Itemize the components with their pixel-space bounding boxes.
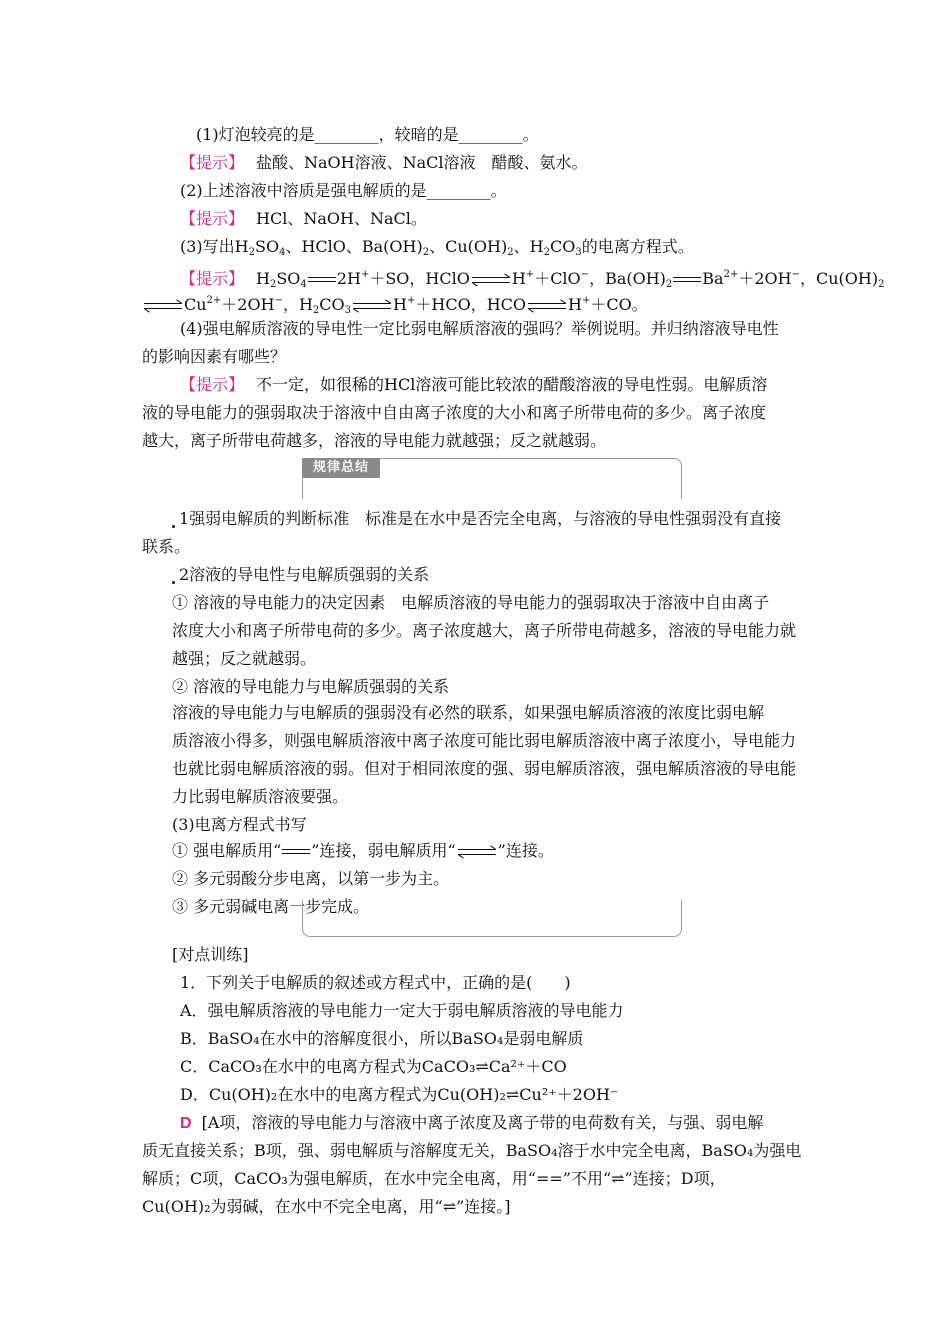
summary-1-line-1 bbox=[172, 508, 781, 530]
hint-2 bbox=[180, 208, 427, 230]
reversible-arrow-icon bbox=[526, 300, 568, 312]
q3-text: 、HClO、Ba(OH) bbox=[285, 237, 423, 256]
answer-line-4: Cu(OH)₂为弱碱，在水中不完全电离，用“⇌”连接。] bbox=[142, 1197, 511, 1216]
summary-badge: 规律总结 bbox=[302, 458, 380, 478]
option-d: D．Cu(OH)₂在水中的电离方程式为Cu(OH)₂⇌Cu²⁺＋2OH⁻ bbox=[180, 1085, 619, 1104]
summary-1-line-2: 联系。 bbox=[142, 537, 191, 556]
hint-label: 【提示】 bbox=[180, 375, 245, 394]
summary-3-3: ③ 多元弱碱电离一步完成。 bbox=[172, 897, 370, 916]
summary-2-title-text: 2溶液的导电性与电解质强弱的关系 bbox=[179, 565, 430, 584]
reversible-arrow-icon bbox=[470, 274, 512, 286]
answer-line-2: 质无直接关系；B项，强、弱电解质与溶解度无关，BaSO₄溶于水中完全电离，BaSO₄为强电 bbox=[142, 1141, 802, 1160]
hint-3-line-2: $Cu^{2+}+2OH^-$，$H_2CO_3$ H+＋HCO，HCO H+＋CO。 bbox=[142, 290, 648, 322]
question-4-line-1: (4)强电解质溶液的导电性一定比弱电解质溶液的强吗？举例说明。并归纳溶液导电性 bbox=[180, 319, 779, 338]
practice-title: [对点训练] bbox=[172, 945, 249, 964]
hint-1-text: 盐酸、NaOH溶液、NaCl溶液 醋酸、氨水。 bbox=[256, 153, 588, 172]
reversible-arrow-icon bbox=[351, 300, 393, 312]
summary-box-bottom bbox=[302, 900, 682, 937]
summary-2-2-title: ② 溶液的导电能力与电解质强弱的关系 bbox=[172, 677, 450, 696]
option-a: A．强电解质溶液的导电能力一定大于弱电解质溶液的导电能力 bbox=[180, 1001, 624, 1020]
answer-line-3: 解质；C项，CaCO₃为强电解质，在水中完全电离，用“==”不用“⇌”连接；D项， bbox=[142, 1169, 726, 1188]
question-3: (3)写出$H_2SO_4$、HClO、$Ba(OH)_2$、$Cu(OH)_2$、$H_2CO_3$的电离方程式。 bbox=[180, 237, 694, 258]
hint-label: 【提示】 bbox=[180, 269, 245, 288]
summary-2-2-line-1: 溶液的导电能力与电解质的强弱没有必然的联系，如果强电解质溶液的浓度比弱电解 bbox=[172, 703, 765, 722]
hint-label: 【提示】 bbox=[180, 209, 245, 228]
summary-3-1-text: ”连接，弱电解质用“ bbox=[311, 841, 456, 860]
equals-sign bbox=[281, 847, 311, 857]
q3-text: 、Cu(OH) bbox=[429, 237, 508, 256]
q3-text: SO bbox=[255, 237, 280, 256]
summary-2-2-line-4: 力比弱电解质溶液要强。 bbox=[172, 787, 349, 806]
q3-text: (3)写出H bbox=[180, 237, 249, 256]
hint-3-line-1: 【提示】 $H_2SO_4$ 2H+＋SO，HClO H+＋ClO−，$Ba(OH)_2$ $Ba^{2+}+2OH^-$，$Cu(OH)_2$ bbox=[180, 269, 885, 290]
q3-text: 、H bbox=[513, 237, 544, 256]
option-c: C．CaCO₃在水中的电离方程式为CaCO₃⇌Ca²⁺＋CO bbox=[180, 1057, 567, 1076]
hint-4-text: 不一定，如很稀的HCl溶液可能比较浓的醋酸溶液的导电性弱。电解质溶 bbox=[256, 375, 768, 394]
hint-4-line-3: 越大，离子所带电荷越多，溶液的导电能力就越强；反之就越弱。 bbox=[142, 431, 607, 450]
hint-label: 【提示】 bbox=[180, 153, 245, 172]
reversible-arrow-icon bbox=[456, 846, 498, 858]
summary-1-text: 1强弱电解质的判断标准 标准是在水中是否完全电离，与溶液的导电性强弱没有直接 bbox=[179, 509, 782, 528]
question-1: (1)灯泡较亮的是________，较暗的是________。 bbox=[196, 125, 539, 144]
equals-sign bbox=[307, 275, 337, 285]
equals-sign bbox=[672, 275, 702, 285]
question-2: (2)上述溶液中溶质是强电解质的是________。 bbox=[180, 181, 507, 200]
summary-2-2-line-3: 也就比弱电解质溶液的弱。但对于相同浓度的强、弱电解质溶液，强电解质溶液的导电能 bbox=[172, 759, 797, 778]
bullet-dot-icon bbox=[172, 525, 175, 528]
hint-4-line-2: 液的导电能力的强弱取决于溶液中自由离子浓度的大小和离子所带电荷的多少。离子浓度 bbox=[142, 403, 767, 422]
answer-text: [A项，溶液的导电能力与溶液中离子浓度及离子带的电荷数有关，与强、弱电解 bbox=[201, 1113, 764, 1132]
summary-3-2: ② 多元弱酸分步电离，以第一步为主。 bbox=[172, 869, 450, 888]
summary-2-2-line-2: 质溶液小得多，则强电解质溶液中离子浓度可能比弱电解质溶液中离子浓度小，导电能力 bbox=[172, 731, 797, 750]
answer-line-1 bbox=[180, 1112, 763, 1135]
exercise-1: 1．下列关于电解质的叙述或方程式中，正确的是( ) bbox=[180, 973, 571, 992]
bullet-dot-icon bbox=[172, 581, 175, 584]
hint-4-line-1 bbox=[180, 374, 767, 396]
q3-text: CO bbox=[549, 237, 576, 256]
summary-3-1 bbox=[172, 840, 554, 862]
summary-3-title: (3)电离方程式书写 bbox=[172, 815, 307, 834]
option-b: B．BaSO₄在水中的溶解度很小，所以BaSO₄是弱电解质 bbox=[180, 1029, 584, 1048]
hint-2-text: HCl、NaOH、NaCl。 bbox=[256, 209, 427, 228]
answer-letter: D bbox=[180, 1115, 192, 1132]
summary-3-1-text: ”连接。 bbox=[497, 841, 554, 860]
q3-text: 的电离方程式。 bbox=[581, 237, 694, 256]
reversible-arrow-icon bbox=[142, 300, 184, 312]
question-4-line-2: 的影响因素有哪些？ bbox=[142, 347, 287, 366]
summary-2-1-line-3: 越强；反之就越弱。 bbox=[172, 649, 317, 668]
summary-2-1-line-1: ① 溶液的导电能力的决定因素 电解质溶液的导电能力的强弱取决于溶液中自由离子 bbox=[172, 593, 770, 612]
summary-2-1-line-2: 浓度大小和离子所带电荷的多少。离子浓度越大，离子所带电荷越多，溶液的导电能力就 bbox=[172, 621, 797, 640]
summary-3-1-text: ① 强电解质用“ bbox=[172, 841, 282, 860]
hint-1 bbox=[180, 152, 588, 174]
summary-2-title bbox=[172, 564, 429, 586]
